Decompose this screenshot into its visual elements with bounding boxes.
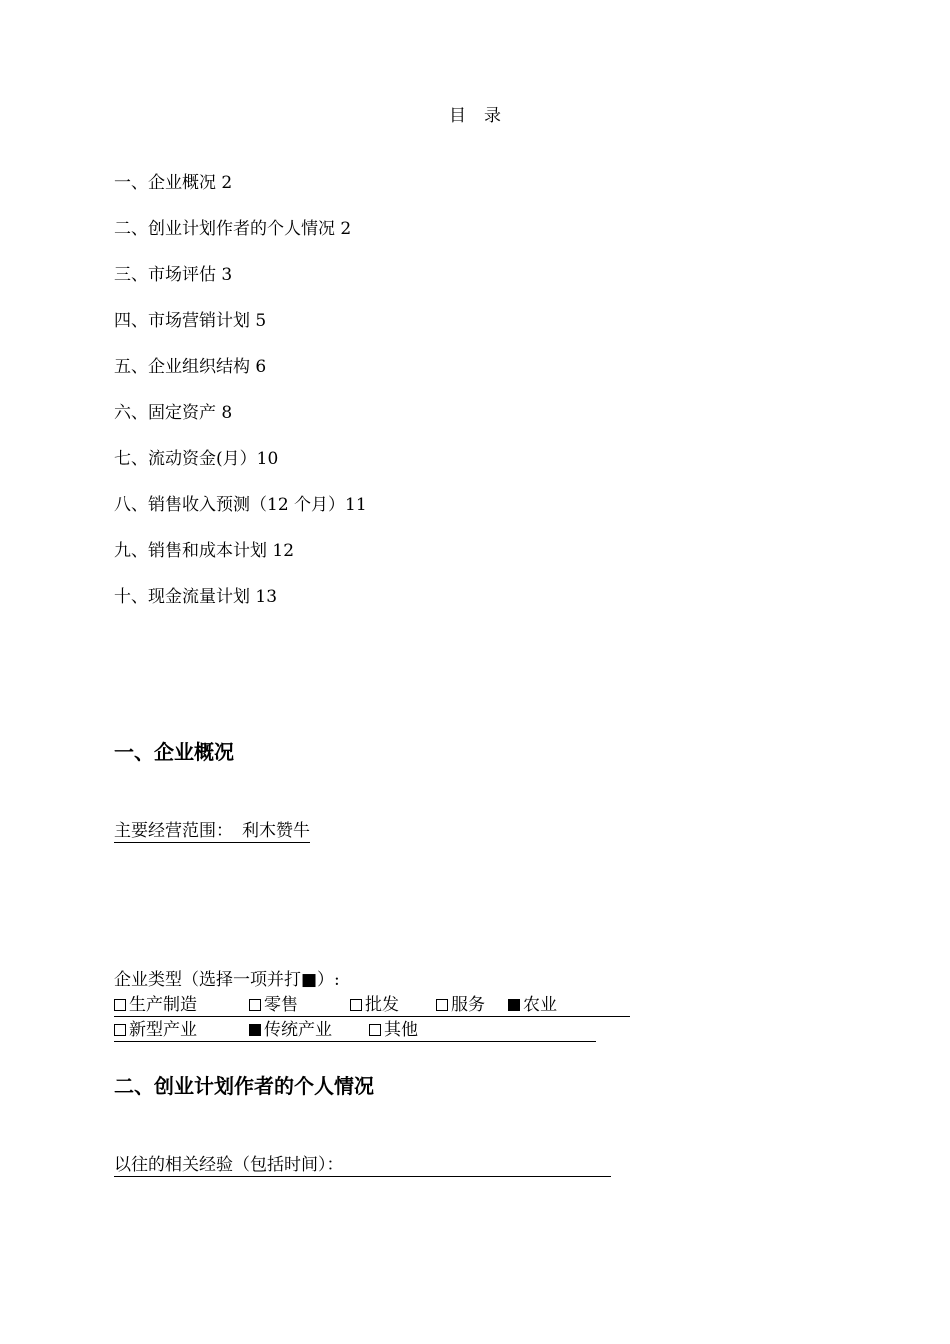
option-label: 其他	[384, 1020, 418, 1040]
option-label: 零售	[264, 995, 298, 1015]
checkbox-icon	[249, 999, 261, 1011]
section-heading-author: 二、创业计划作者的个人情况	[114, 1074, 374, 1098]
enterprise-type-label: 企业类型（选择一项并打■）:	[114, 970, 340, 990]
toc-list	[114, 171, 367, 631]
toc-item[interactable]: 八、销售收入预测（12 个月）11	[114, 495, 367, 515]
toc-item[interactable]: 三、市场评估 3	[114, 265, 233, 285]
toc-item[interactable]: 七、流动资金(月）10	[114, 449, 279, 469]
experience-label: 以往的相关经验（包括时间）：	[114, 1155, 344, 1175]
checked-box-icon	[508, 999, 520, 1011]
business-scope-field	[114, 820, 310, 843]
checkbox-icon	[114, 999, 126, 1011]
option-new-industry[interactable]	[114, 1019, 249, 1041]
enterprise-type-row-2	[114, 1019, 596, 1042]
toc-item[interactable]: 五、企业组织结构 6	[114, 357, 267, 377]
business-scope-value: 利木赞牛	[242, 821, 310, 841]
enterprise-type-row-1	[114, 994, 630, 1017]
option-label: 服务	[451, 995, 485, 1015]
toc-item[interactable]: 十、现金流量计划 13	[114, 587, 278, 607]
toc-item[interactable]: 四、市场营销计划 5	[114, 311, 267, 331]
option-label: 新型产业	[129, 1020, 197, 1040]
experience-field[interactable]	[114, 1154, 611, 1177]
option-label: 传统产业	[264, 1020, 332, 1040]
business-scope-label: 主要经营范围：	[114, 821, 233, 841]
toc-title-char-1: 目	[449, 106, 466, 126]
option-wholesale[interactable]	[350, 994, 436, 1016]
option-other[interactable]	[369, 1019, 418, 1041]
option-agriculture[interactable]	[508, 994, 557, 1016]
option-traditional-industry[interactable]	[249, 1019, 369, 1041]
toc-item[interactable]: 六、固定资产 8	[114, 403, 233, 423]
toc-title	[0, 101, 950, 126]
toc-title-char-2: 录	[484, 106, 501, 126]
option-manufacturing[interactable]	[114, 994, 249, 1016]
option-label: 生产制造	[129, 995, 197, 1015]
checkbox-icon	[114, 1024, 126, 1036]
toc-item[interactable]: 一、企业概况 2	[114, 173, 233, 193]
checked-box-icon	[249, 1024, 261, 1036]
option-label: 批发	[365, 995, 399, 1015]
option-label: 农业	[523, 995, 557, 1015]
checkbox-icon	[350, 999, 362, 1011]
toc-item[interactable]: 二、创业计划作者的个人情况 2	[114, 219, 352, 239]
toc-item[interactable]: 九、销售和成本计划 12	[114, 541, 295, 561]
option-service[interactable]	[436, 994, 508, 1016]
section-heading-overview: 一、企业概况	[114, 740, 234, 764]
checkbox-icon	[436, 999, 448, 1011]
checkbox-icon	[369, 1024, 381, 1036]
option-retail[interactable]	[249, 994, 350, 1016]
